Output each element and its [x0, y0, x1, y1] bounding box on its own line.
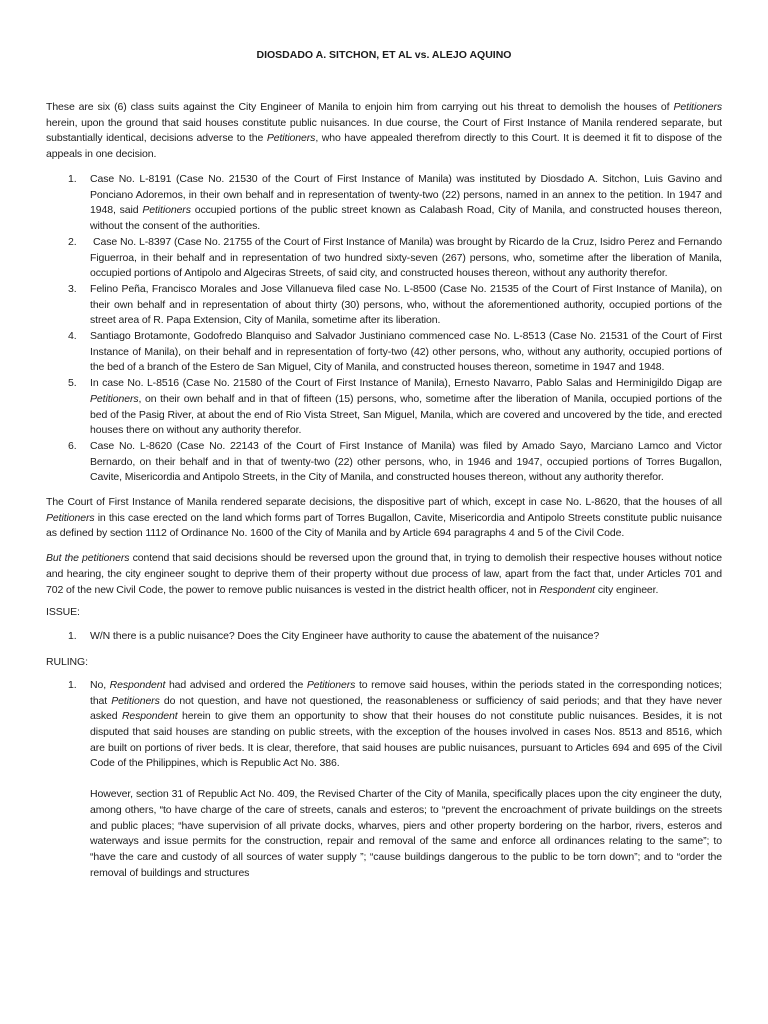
issue-list	[46, 629, 722, 645]
italic-term: Petitioners	[111, 694, 160, 707]
text-segment: had advised and ordered the	[165, 678, 307, 691]
text-segment: Felino Peña, Francisco Morales and Jose Villanueva filed case No. L-8500 (Case No. 21535 of the Court of First Instance of Manila), on their own behalf and in representation of about thirty (30) persons, who, without the aforementioned authority, occupied portions of the street area of R. Papa Extension, City of Manila, sometime after its liberation.	[90, 282, 722, 327]
list-number: 1.	[68, 173, 77, 185]
list-number: 3.	[68, 282, 77, 295]
text-segment: in this case erected on the land which forms part of Torres Bugallon, Cavite, Misericordia and Antipolo Streets constitute public nuisance as defined by section 1112 of Ordinance No. 1600 of the City of Manila and by Article 694 paragraphs 4 and 5 of the Civil Code.	[46, 511, 722, 540]
italic-term: Petitioners	[673, 101, 722, 113]
text-segment: No,	[90, 678, 110, 691]
case-text	[90, 172, 722, 235]
case-item	[46, 172, 722, 235]
case-item	[46, 439, 722, 486]
italic-term: Petitioners	[46, 511, 95, 524]
list-number: 1.	[68, 678, 77, 691]
text-segment: In case No. L-8516 (Case No. 21580 of the Court of First Instance of Manila), Ernesto Navarro, Pablo Salas and Herminigildo Digap are	[90, 377, 722, 390]
case-item	[46, 282, 722, 329]
text-segment: Santiago Brotamonte, Godofredo Blanquiso and Salvador Justiniano commenced case No. L-8513 (Case No. 21531 of the Court of First Instance of Manila), on their behalf and in representation of forty-two (42) other persons, who, without any authority, occupied portions of the bed of a branch of the Estero de San Miguel, City of Manila, and constructed houses thereon, sometime in 1947 and 1948.	[90, 330, 722, 374]
text-segment: city engineer.	[595, 583, 659, 596]
text-segment: Case No. L-8191 (Case No. 21530 of the Court of First Instance of Manila) was instituted by Diosdado A. Sitchon, Luis Gavino and Ponciano Adoremos, in their own behalf and in representation of twenty-two (22) persons, named in an annex to the petition. In 1947 and 1948, said	[90, 173, 722, 217]
issue-text: W/N there is a public nuisance? Does the City Engineer have authority to cause the abatement of the nuisance?	[90, 630, 600, 643]
text-segment: These are six (6) class suits against the City Engineer of Manila to enjoin him from carrying out his threat to demolish the houses of	[46, 101, 674, 113]
italic-term: Petitioners	[266, 132, 316, 145]
case-text	[90, 376, 722, 439]
contention-paragraph	[46, 551, 722, 598]
list-number: 6.	[68, 439, 77, 452]
ruling-list	[46, 678, 722, 772]
italic-term: Petitioners	[142, 204, 191, 217]
italic-term: Respondent	[539, 583, 596, 596]
list-number: 2.	[68, 235, 77, 248]
italic-term: Petitioners	[90, 392, 139, 405]
text-segment: do not question, and have not questioned, the reasonableness or sufficiency of said periods; and that they have never asked	[90, 694, 722, 723]
case-text	[90, 282, 722, 329]
case-item	[46, 376, 722, 439]
italic-term: Respondent	[121, 710, 178, 723]
case-item	[46, 329, 722, 376]
list-number: 1.	[68, 630, 77, 643]
ruling-item	[46, 678, 722, 772]
text-segment: occupied portions of the public street known as Calabash Road, City of Manila, and constructed houses thereon, without the consent of the authorities.	[90, 204, 723, 233]
text-segment: , who have appealed therefrom directly to this Court. It is deemed it fit to dispose of the appeals in one decision.	[46, 132, 722, 161]
text-segment: contend that said decisions should be reversed upon the ground that, in trying to demolish their respective houses without notice and hearing, the city engineer sought to deprive them of their property without due process of law, apart from the fact that, under Articles 701 and 702 of the new Civil Code, the power to remove public nuisances is vested in the district health officer, not in	[46, 552, 722, 596]
text-segment: Case No. L-8620 (Case No. 22143 of the Court of First Instance of Manila) was filed by Amado Sayo, Marciano Lamco and Victor Bernardo, on their behalf and in that of twenty-two (22) other persons, who, in 1946 and 1947, occupied portions of Torres Bugallon, Cavite, Misericordia and Antipolo Streets, in the City of Manila, and constructed houses thereon, without any authority therefor.	[90, 439, 722, 484]
italic-term: Respondent	[109, 678, 166, 691]
document-body	[46, 48, 722, 881]
case-item	[46, 235, 722, 282]
ruling-text	[90, 678, 722, 772]
text-segment: to remove said houses, within the periods stated in the corresponding notices; that	[90, 678, 722, 707]
text-segment: , on their own behalf and in that of fifteen (15) persons, who, sometime after the liberation of Manila, occupied portions of the bed of the Pasig River, at about the end of Rio Vista Street, San Miguel, Manila, which are covered and uncovered by the tide, and erected houses there on without any authority therefor.	[90, 392, 722, 437]
list-number: 5.	[68, 377, 77, 390]
list-number: 4.	[68, 330, 77, 343]
text-segment: herein, upon the ground that said houses constitute public nuisances. In due course, the Court of First Instance of Manila rendered separate, but substantially identical, decisions adverse to the	[46, 116, 722, 145]
text-segment: Case No. L-8397 (Case No. 21755 of the Court of First Instance of Manila) was brought by Ricardo de la Cruz, Isidro Perez and Fernando Figuerroa, in their behalf and in representation of two hundred sixty-seven (267) persons, who, sometime after the liberation of Manila, occupied portions of Antipolo and Algeciras Streets, of said city, and constructed houses thereon, without any authority therefor.	[90, 235, 722, 280]
case-text	[90, 329, 722, 376]
document-title: DIOSDADO A. SITCHON, ET AL vs. ALEJO AQUINO	[256, 49, 512, 61]
decision-paragraph	[46, 495, 722, 542]
text-segment: herein to give them an opportunity to show that their houses do not constitute public nuisances. Besides, it is not disputed that said houses are standing on public streets, with the exception of the houses involved in cases Nos. 8513 and 8516, which are built on portions of river beds. It is clear, therefore, that said houses are public nuisances, pursuant to Articles 694 and 695 of the Civil Code of the Philippines, which is Republic Act No. 386.	[90, 710, 722, 770]
ruling-heading: RULING:	[46, 655, 88, 668]
issue-heading: ISSUE:	[46, 605, 80, 618]
italic-term: But the petitioners	[46, 552, 130, 565]
italic-term: Petitioners	[306, 678, 356, 691]
issue-item	[46, 629, 722, 645]
case-list	[46, 172, 722, 486]
text-segment: The Court of First Instance of Manila rendered separate decisions, the dispositive part of which, except in case No. L-8620, that the houses of all	[46, 496, 722, 509]
ruling-continuation-paragraph: However, section 31 of Republic Act No. 409, the Revised Charter of the City of Manila, specifically places upon the city engineer the duty, among others, “to have charge of the care of streets, canals and esteros; to “prevent the encroachment of private buildings on the streets and public places; “have supervision of all private docks, wharves, piers and other property bordering on the harbor, rivers, esteros and waterways and issue permits for the construction, repair and removal of the same and enforce all ordinances relating to the same”; to “have the care and custody of all sources of water supply ”; “cause buildings dangerous to the public to be torn down”; and to “order the removal of buildings and structures	[90, 788, 722, 879]
case-text	[90, 235, 722, 282]
case-text	[90, 439, 722, 486]
intro-paragraph	[46, 100, 722, 163]
